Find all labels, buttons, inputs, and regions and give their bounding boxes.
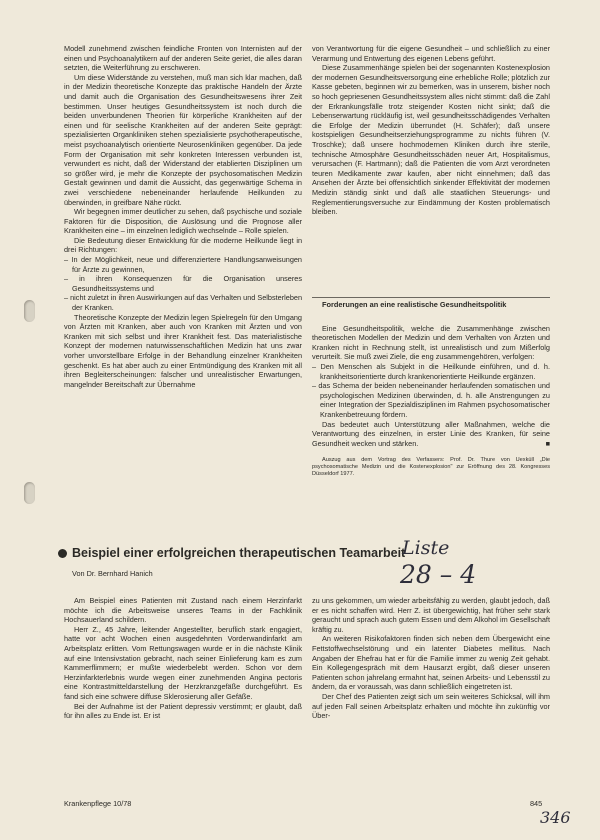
article-left-column: [64, 596, 302, 721]
punch-hole: [24, 300, 35, 322]
paragraph: Herr Z., 45 Jahre, leitender Angestellter, beruflich stark engagiert, hatte vor acht Wochen einen ausgedehnten Vorderwandinfarkt am Arbeitsplatz erlitten. Vom Rettungswagen wurde er in die nächste Klinik auf eine Intensivstation gebracht, nach seiner Einlieferung kam es zum Kammerflimmern; er mußte wiederbelebt werden. Schon vor dem Herzinfarkterlebnis wurde wegen einer zunehmenden Angina pectoris eine Kontrastmitteldarstellung der Herzkranzgefäße durchgeführt. Es fand sich eine schwere diffuse Sklerosierung aller Gefäße.: [64, 624, 302, 701]
bullet-list: [64, 255, 302, 313]
paragraph: Der Chef des Patienten zeigt sich um sein weiteres Schicksal, will ihm auf jeden Fall seinen Arbeitsplatz erhalten und möchte ihn zukünftig vor Über-: [312, 691, 550, 721]
section-heading: Forderungen an eine realistische Gesundheitspolitik: [322, 300, 507, 309]
bullet-list: [312, 362, 550, 420]
author-byline: Von Dr. Bernhard Hanich: [72, 569, 153, 578]
article-title-text: Beispiel einer erfolgreichen therapeutischen Teamarbeit: [72, 546, 406, 560]
paragraph: An weiteren Risikofaktoren finden sich neben dem Übergewicht eine Fettstoffwechselstörung und ein latenter Diabetes mellitus. Nach Angaben der Ehefrau hat er für die Familie immer zu wenig Zeit gehabt. Ein Kollegengespräch mit dem Hausarzt ergibt, daß dieser unseren Patienten schon jahrelang ermahnt hat, seinen Arbeits- und Lebensstil zu ändern, da er voraussah, was dann schließlich eingetreten ist.: [312, 634, 550, 692]
article-right-column: [312, 596, 550, 721]
handwritten-note: Liste: [402, 537, 450, 559]
paragraph: von Verantwortung für die eigene Gesundheit – und schließlich zu einer Verarmung und Entwertung des eigenen Lebens geführt.: [312, 44, 550, 63]
paragraph: [312, 420, 550, 449]
paragraph: Am Beispiel eines Patienten mit Zustand nach einem Herzinfarkt möchte ich die Arbeitsweise unseres Teams in der Fachklinik Hochsauerland schildern.: [64, 596, 302, 625]
closing-text: Das bedeutet auch Unterstützung aller Maßnahmen, welche die Verantwortung des einzelnen, in erster Linie des Kranken, für seine Gesundheit wecken und stärken.: [312, 419, 550, 448]
paragraph: Um diese Widerstände zu verstehen, muß man sich klar machen, daß in der Medizin theoretische Konzepte das praktische Handeln der Ärzte und damit auch die Organisation des Gesundheitswesens ihrer Zeit bestimmen. Unser heutiges Gesundheitssystem ist noch durch die beiden unverbundenen Theorien für körperliche Krankheiten auf der einen und für seelische Krankheiten auf der anderen Seite geprägt: spezialisierten Organkliniken stehen spezialisierte psychotherapeutische, meist psychoanalytisch orientierte Neurosenkliniken gegenüber. Da jede Form der Organisation mit sehr konkreten Interessen verbunden ist, verwundert es nicht, daß der Widerstand der etablierten Disziplinen um so größer wird, je mehr die Konzepte der psychosomatischen Medizin Gestalt gewinnen und damit die Aussicht, das gegenwärtige Schema in zwei verschiedene nebeneinander herlaufende Heilkunden zu überwinden, in greifbare Nähe rückt.: [64, 72, 302, 207]
list-item: – Den Menschen als Subjekt in die Heilkunde einführen, und d. h. krankheitsorientierte durch krankenorientierte Heilkunde ergänzen.: [312, 362, 550, 381]
paragraph: Diese Zusammenhänge spielen bei der sogenannten Kostenexplosion der modernen Gesundheitsversorgung eine erhebliche Rolle; plötzlich zur Kasse gebeten, beginnen wir zu bemerken, was in unserem, bisher noch so hoch gepriesenen Gesundheitssystem alles nicht stimmt: daß die Zahl der Erkrankungsfälle trotz steigender Kosten nicht sinkt; daß die Lebenserwartung rückläufig ist, weil gesundheitsschädigendes Verhalten die Erfolge der Medizin überrundet (H. Schäfer); daß unsere kostspieligen Gesundheitserziehungsprogramme zu nichts führen (V. Troschke); daß unsere hochmodernen Kliniken durch ihre sterile, technische Atmosphäre Gesundheitsschäden neuer Art, Hospitalismus, verursachen (F. Hartmann); daß die Patienten die vom Arzt verordneten teuren Medikamente zwar kaufen, aber nicht einnehmen; daß das Ansehen der Ärzte bei offensichtlich sinkender Effektivität der modernen Medizin ständig sinkt und daß alle staatlichen Steuerungs- und Reglementierungsversuche zur Eindämmung der Kosten problematisch bleiben.: [312, 63, 550, 217]
top-left-column: [64, 44, 302, 389]
handwritten-number: 28 – 4: [400, 560, 477, 589]
article-title: [58, 546, 405, 560]
list-item: – das Schema der beiden nebeneinander herlaufenden somatischen und psychologischen Medizinen überwinden, d. h. alle Anstrengungen zu einer Integration der Spezialdisziplinen im Rahmen psychosomatischer Krankenbetreuung fördern.: [312, 381, 550, 419]
page-number: 845: [530, 799, 543, 808]
footnote: Auszug aus dem Vortrag des Verfassers: Prof. Dr. Thure von Uexküll „Die psychosomatische Medizin und die Kostenexplosion" zur Eröffnung des 28. Kongresses Düsseldorf 1977.: [312, 457, 550, 478]
list-item: – nicht zuletzt in ihren Auswirkungen auf das Verhalten und Selbsterleben der Kranken.: [64, 293, 302, 312]
punch-hole: [24, 482, 35, 504]
list-item: – in ihren Konsequenzen für die Organisation unseres Gesundheitssystems und: [64, 274, 302, 293]
paragraph: Bei der Aufnahme ist der Patient depressiv verstimmt; er glaubt, daß für ihn alles zu Ende ist. Er ist: [64, 701, 302, 721]
bullet-icon: [58, 549, 67, 558]
paragraph: Die Bedeutung dieser Entwicklung für die moderne Heilkunde liegt in drei Richtungen:: [64, 235, 302, 255]
top-right-column: [312, 44, 550, 217]
paragraph: zu uns gekommen, um wieder arbeitsfähig zu werden, glaubt jedoch, daß er es nicht schaffen wird. Herr Z. ist übergewichtig, hat früher sehr stark geraucht und sprach auch gutem Essen und dem Alkohol im Gesellschaft kräftig zu.: [312, 596, 550, 634]
list-item: – In der Möglichkeit, neue und differenziertere Handlungsanweisungen für Ärzte zu gewinnen,: [64, 255, 302, 274]
section-divider: [312, 297, 550, 298]
handwritten-page-number: 346: [540, 808, 571, 827]
paragraph: Eine Gesundheitspolitik, welche die Zusammenhänge zwischen theoretischen Modellen der Medizin und dem Verhalten von Ärzten und Kranken nicht in Rechnung stellt, ist unrealistisch und zum Mißerfolg verurteilt. Sie muß zwei Ziele, die eng zusammengehören, verfolgen:: [312, 323, 550, 362]
paragraph: Theoretische Konzepte der Medizin legen Spielregeln für den Umgang von Ärzten mit Kranken, aber auch von Kranken mit Ärzten und von Kranken mit sich selbst und ihrer Krankheit fest. Das materialistische Konzept der modernen naturwissenschaftlichen Medizin hat uns zwar vorher unvorstellbare Erfolge in der Behandlung einzelner Krankheiten geschenkt. Es hat aber auch zu einer Entmündigung des Kranken mit all ihren Begleiterscheinungen: falscher und unrealistischer Erwartungen, mangelnder Bereitschaft zur Übernahme: [64, 312, 302, 389]
paragraph: Modell zunehmend zwischen feindliche Fronten von Internisten auf der einen und Psychoanalytikern auf der anderen Seite geriet, die alles daran setzten, die Weiterführung zu erschweren.: [64, 44, 302, 73]
policy-section: [312, 300, 550, 478]
footer-publication: Krankenpflege 10/78: [64, 799, 132, 808]
paragraph: Wir begegnen immer deutlicher zu sehen, daß psychische und soziale Faktoren für die Disposition, die Auslösung und die Prognose aller Krankheiten eine – im einzelnen lediglich wechselnde – Rolle spielen.: [64, 207, 302, 236]
end-mark: ■: [545, 438, 550, 448]
